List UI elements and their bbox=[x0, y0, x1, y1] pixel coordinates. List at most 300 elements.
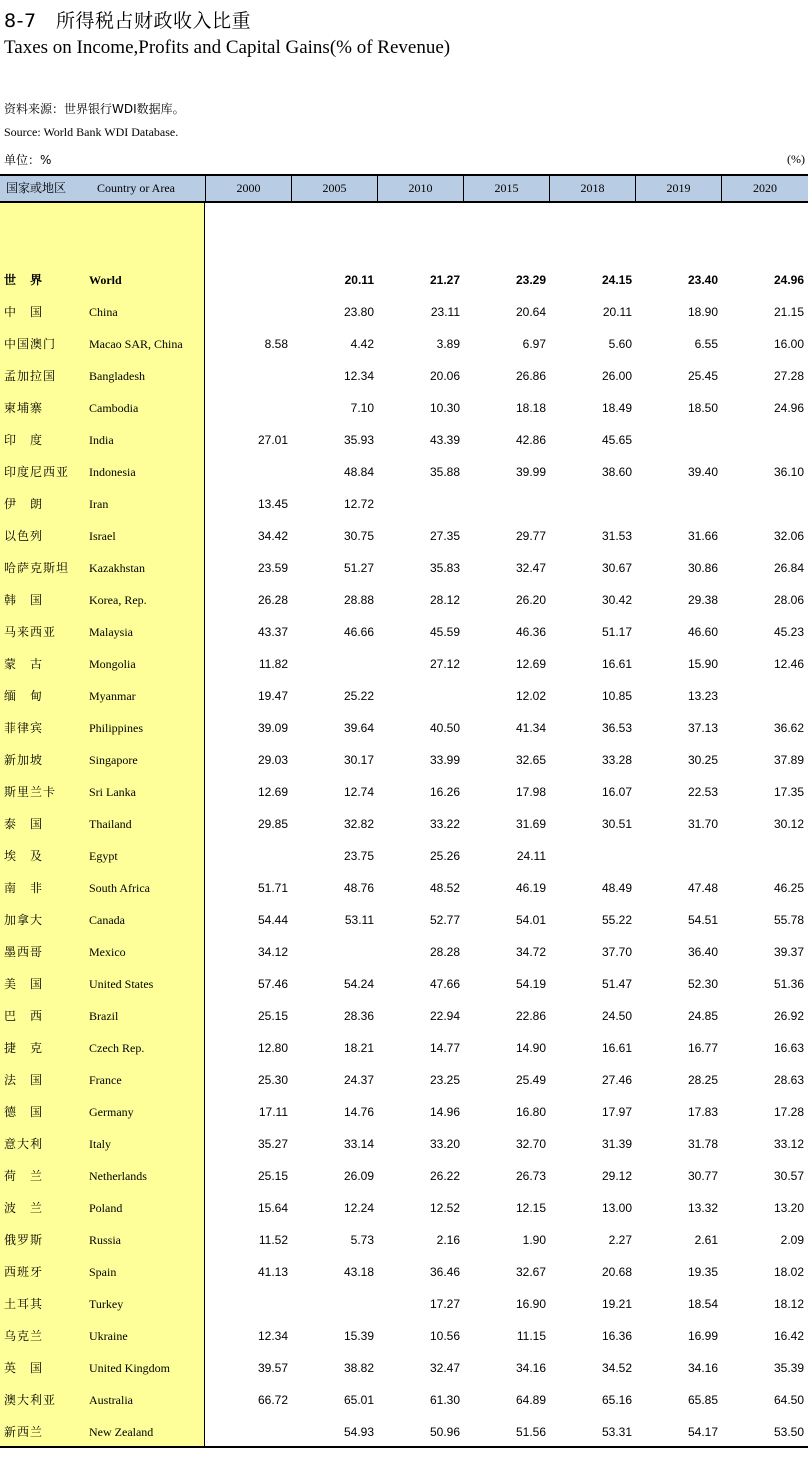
table-row bbox=[0, 680, 808, 712]
value-cell: 2.61 bbox=[694, 1233, 718, 1247]
value-cell: 32.47 bbox=[429, 1361, 460, 1375]
value-cell: 17.35 bbox=[773, 785, 804, 799]
country-name-cn: 法 国 bbox=[4, 1073, 44, 1087]
table-row bbox=[0, 968, 808, 1000]
value-cell: 30.86 bbox=[687, 561, 718, 575]
value-cell: 13.45 bbox=[257, 497, 288, 511]
value-cell: 33.99 bbox=[429, 753, 460, 767]
value-cell: 31.70 bbox=[687, 817, 718, 831]
value-cell: 30.75 bbox=[343, 529, 374, 543]
value-cell: 12.52 bbox=[429, 1201, 460, 1215]
value-cell: 64.89 bbox=[515, 1393, 546, 1407]
value-cell: 33.20 bbox=[429, 1137, 460, 1151]
value-cell: 23.25 bbox=[429, 1073, 460, 1087]
value-cell: 12.74 bbox=[343, 785, 374, 799]
value-cell: 24.96 bbox=[773, 273, 804, 287]
column-header-year: 2015 bbox=[464, 176, 550, 201]
value-cell: 11.82 bbox=[258, 657, 288, 671]
value-cell: 11.15 bbox=[516, 1329, 546, 1343]
value-cell: 32.47 bbox=[515, 561, 546, 575]
value-cell: 15.90 bbox=[687, 657, 718, 671]
value-cell: 51.36 bbox=[773, 977, 804, 991]
value-cell: 20.64 bbox=[515, 305, 546, 319]
country-name-cn: 斯里兰卡 bbox=[4, 785, 57, 799]
value-cell: 39.09 bbox=[257, 721, 288, 735]
value-cell: 45.23 bbox=[773, 625, 804, 639]
value-cell: 50.96 bbox=[429, 1425, 460, 1439]
table-row bbox=[0, 936, 808, 968]
value-cell: 13.23 bbox=[687, 689, 718, 703]
value-cell: 18.49 bbox=[601, 401, 632, 415]
value-cell: 17.28 bbox=[773, 1105, 804, 1119]
table-row bbox=[0, 424, 808, 456]
table-row bbox=[0, 1032, 808, 1064]
value-cell: 27.01 bbox=[257, 433, 288, 447]
value-cell: 15.64 bbox=[257, 1201, 288, 1215]
value-cell: 61.30 bbox=[429, 1393, 460, 1407]
country-name-cn: 印度尼西亚 bbox=[4, 465, 70, 479]
page-title-cn: 8-7 所得税占财政收入比重 bbox=[4, 10, 252, 32]
country-name-cn: 马来西亚 bbox=[4, 625, 57, 639]
value-cell: 2.27 bbox=[608, 1233, 632, 1247]
value-cell: 14.77 bbox=[429, 1041, 460, 1055]
value-cell: 28.12 bbox=[429, 593, 460, 607]
country-name-en: Spain bbox=[89, 1265, 117, 1279]
value-cell: 27.12 bbox=[429, 657, 460, 671]
country-name-cn: 世 界 bbox=[4, 273, 44, 287]
value-cell: 53.11 bbox=[344, 913, 374, 927]
country-name-en: United States bbox=[89, 977, 154, 991]
value-cell: 28.88 bbox=[343, 593, 374, 607]
value-cell: 23.59 bbox=[257, 561, 288, 575]
country-name-cn: 柬埔寨 bbox=[4, 401, 44, 415]
column-header-year: 2005 bbox=[292, 176, 378, 201]
country-name-en: India bbox=[89, 433, 114, 447]
value-cell: 25.30 bbox=[257, 1073, 288, 1087]
value-cell: 35.88 bbox=[429, 465, 460, 479]
country-name-cn: 捷 克 bbox=[4, 1041, 44, 1055]
country-name-en: Poland bbox=[89, 1201, 123, 1215]
value-cell: 2.09 bbox=[780, 1233, 804, 1247]
value-cell: 3.89 bbox=[436, 337, 460, 351]
table-row bbox=[0, 392, 808, 424]
value-cell: 33.12 bbox=[773, 1137, 804, 1151]
table-row bbox=[0, 552, 808, 584]
value-cell: 34.16 bbox=[515, 1361, 546, 1375]
value-cell: 26.28 bbox=[257, 593, 288, 607]
value-cell: 24.11 bbox=[516, 849, 546, 863]
country-name-cn: 英 国 bbox=[4, 1361, 44, 1375]
column-header-year: 2018 bbox=[550, 176, 636, 201]
country-name-en: South Africa bbox=[89, 881, 150, 895]
value-cell: 38.60 bbox=[601, 465, 632, 479]
value-cell: 41.13 bbox=[257, 1265, 288, 1279]
value-cell: 12.15 bbox=[515, 1201, 546, 1215]
value-cell: 17.83 bbox=[687, 1105, 718, 1119]
country-name-cn: 德 国 bbox=[4, 1105, 44, 1119]
value-cell: 13.20 bbox=[773, 1201, 804, 1215]
country-name-cn: 中国澳门 bbox=[4, 337, 57, 351]
country-name-en: Thailand bbox=[89, 817, 132, 831]
value-cell: 31.66 bbox=[687, 529, 718, 543]
value-cell: 25.22 bbox=[343, 689, 374, 703]
value-cell: 27.46 bbox=[601, 1073, 632, 1087]
value-cell: 32.70 bbox=[515, 1137, 546, 1151]
value-cell: 34.42 bbox=[257, 529, 288, 543]
value-cell: 35.93 bbox=[343, 433, 374, 447]
value-cell: 12.34 bbox=[257, 1329, 288, 1343]
table-row bbox=[0, 1064, 808, 1096]
value-cell: 45.65 bbox=[601, 433, 632, 447]
value-cell: 25.15 bbox=[257, 1169, 288, 1183]
value-cell: 39.99 bbox=[515, 465, 546, 479]
country-name-cn: 韩 国 bbox=[4, 593, 44, 607]
value-cell: 31.69 bbox=[515, 817, 546, 831]
value-cell: 19.35 bbox=[687, 1265, 718, 1279]
country-name-cn: 泰 国 bbox=[4, 817, 44, 831]
table-row bbox=[0, 296, 808, 328]
value-cell: 18.12 bbox=[773, 1297, 804, 1311]
value-cell: 42.86 bbox=[515, 433, 546, 447]
value-cell: 14.90 bbox=[515, 1041, 546, 1055]
value-cell: 39.64 bbox=[343, 721, 374, 735]
value-cell: 12.24 bbox=[343, 1201, 374, 1215]
value-cell: 17.11 bbox=[258, 1105, 288, 1119]
value-cell: 28.36 bbox=[343, 1009, 374, 1023]
country-name-en: Iran bbox=[89, 497, 109, 511]
value-cell: 12.69 bbox=[257, 785, 288, 799]
value-cell: 18.02 bbox=[773, 1265, 804, 1279]
value-cell: 43.37 bbox=[257, 625, 288, 639]
value-cell: 14.76 bbox=[343, 1105, 374, 1119]
table-row bbox=[0, 1160, 808, 1192]
value-cell: 47.48 bbox=[687, 881, 718, 895]
country-name-cn: 新西兰 bbox=[4, 1425, 44, 1439]
value-cell: 33.22 bbox=[429, 817, 460, 831]
value-cell: 30.17 bbox=[343, 753, 374, 767]
value-cell: 46.66 bbox=[343, 625, 374, 639]
page-title-en: Taxes on Income,Profits and Capital Gains(% of Revenue) bbox=[4, 37, 451, 58]
value-cell: 22.86 bbox=[515, 1009, 546, 1023]
value-cell: 53.31 bbox=[601, 1425, 632, 1439]
country-name-en: Macao SAR, China bbox=[89, 337, 183, 351]
country-name-cn: 孟加拉国 bbox=[4, 369, 57, 383]
value-cell: 65.85 bbox=[687, 1393, 718, 1407]
value-cell: 16.80 bbox=[515, 1105, 546, 1119]
table-row bbox=[0, 1000, 808, 1032]
value-cell: 48.84 bbox=[343, 465, 374, 479]
value-cell: 15.39 bbox=[343, 1329, 374, 1343]
value-cell: 18.18 bbox=[515, 401, 546, 415]
data-table bbox=[0, 174, 808, 1448]
table-row bbox=[0, 1320, 808, 1352]
value-cell: 12.02 bbox=[515, 689, 546, 703]
value-cell: 24.96 bbox=[773, 401, 804, 415]
value-cell: 54.24 bbox=[343, 977, 374, 991]
table-row bbox=[0, 584, 808, 616]
country-name-en: Bangladesh bbox=[89, 369, 145, 383]
country-name-en: New Zealand bbox=[89, 1425, 154, 1439]
country-name-en: France bbox=[89, 1073, 122, 1087]
value-cell: 23.11 bbox=[430, 305, 460, 319]
value-cell: 36.10 bbox=[773, 465, 804, 479]
value-cell: 34.72 bbox=[515, 945, 546, 959]
country-name-en: United Kingdom bbox=[89, 1361, 170, 1375]
country-name-cn: 埃 及 bbox=[4, 849, 44, 863]
value-cell: 29.38 bbox=[687, 593, 718, 607]
value-cell: 12.69 bbox=[515, 657, 546, 671]
country-name-en: Czech Rep. bbox=[89, 1041, 145, 1055]
value-cell: 29.03 bbox=[257, 753, 288, 767]
unit-en: (%) bbox=[787, 152, 805, 166]
table-row bbox=[0, 1128, 808, 1160]
value-cell: 28.28 bbox=[429, 945, 460, 959]
country-name-cn: 土耳其 bbox=[4, 1297, 44, 1311]
value-cell: 32.67 bbox=[515, 1265, 546, 1279]
value-cell: 16.26 bbox=[429, 785, 460, 799]
value-cell: 54.93 bbox=[343, 1425, 374, 1439]
value-cell: 43.39 bbox=[429, 433, 460, 447]
value-cell: 53.50 bbox=[773, 1425, 804, 1439]
value-cell: 25.26 bbox=[429, 849, 460, 863]
value-cell: 30.25 bbox=[687, 753, 718, 767]
value-cell: 43.18 bbox=[343, 1265, 374, 1279]
country-name-en: Israel bbox=[89, 529, 116, 543]
value-cell: 12.46 bbox=[773, 657, 804, 671]
value-cell: 64.50 bbox=[773, 1393, 804, 1407]
value-cell: 20.11 bbox=[344, 273, 374, 287]
value-cell: 6.97 bbox=[522, 337, 546, 351]
country-name-cn: 荷 兰 bbox=[4, 1169, 44, 1183]
value-cell: 16.90 bbox=[515, 1297, 546, 1311]
column-header-year: 2000 bbox=[206, 176, 292, 201]
value-cell: 52.77 bbox=[429, 913, 460, 927]
value-cell: 65.01 bbox=[343, 1393, 374, 1407]
country-name-cn: 哈萨克斯坦 bbox=[4, 561, 70, 575]
country-name-cn: 澳大利亚 bbox=[4, 1393, 57, 1407]
value-cell: 37.13 bbox=[687, 721, 718, 735]
value-cell: 36.53 bbox=[601, 721, 632, 735]
value-cell: 34.16 bbox=[687, 1361, 718, 1375]
country-name-cn: 乌克兰 bbox=[4, 1329, 44, 1343]
value-cell: 24.37 bbox=[343, 1073, 374, 1087]
country-name-cn: 俄罗斯 bbox=[4, 1233, 44, 1247]
value-cell: 51.56 bbox=[515, 1425, 546, 1439]
value-cell: 22.53 bbox=[687, 785, 718, 799]
country-name-en: Ukraine bbox=[89, 1329, 128, 1343]
value-cell: 8.58 bbox=[264, 337, 288, 351]
value-cell: 28.06 bbox=[773, 593, 804, 607]
country-name-en: Egypt bbox=[89, 849, 118, 863]
country-name-en: Canada bbox=[89, 913, 125, 927]
value-cell: 35.39 bbox=[773, 1361, 804, 1375]
value-cell: 35.83 bbox=[429, 561, 460, 575]
value-cell: 48.76 bbox=[343, 881, 374, 895]
country-name-cn: 波 兰 bbox=[4, 1201, 44, 1215]
table-row bbox=[0, 904, 808, 936]
country-name-en: Malaysia bbox=[89, 625, 133, 639]
value-cell: 36.62 bbox=[773, 721, 804, 735]
country-name-cn: 西班牙 bbox=[4, 1265, 44, 1279]
table-row bbox=[0, 1288, 808, 1320]
country-name-en: Russia bbox=[89, 1233, 122, 1247]
value-cell: 7.10 bbox=[350, 401, 374, 415]
column-header-country-en: Country or Area bbox=[89, 176, 206, 201]
value-cell: 24.50 bbox=[601, 1009, 632, 1023]
value-cell: 46.60 bbox=[687, 625, 718, 639]
value-cell: 30.67 bbox=[601, 561, 632, 575]
value-cell: 35.27 bbox=[257, 1137, 288, 1151]
country-name-en: Kazakhstan bbox=[89, 561, 145, 575]
table-row bbox=[0, 616, 808, 648]
country-name-cn: 菲律宾 bbox=[4, 721, 44, 735]
value-cell: 30.57 bbox=[773, 1169, 804, 1183]
value-cell: 30.42 bbox=[601, 593, 632, 607]
value-cell: 25.45 bbox=[687, 369, 718, 383]
value-cell: 26.20 bbox=[515, 593, 546, 607]
value-cell: 23.40 bbox=[687, 273, 718, 287]
value-cell: 34.12 bbox=[257, 945, 288, 959]
country-name-en: Philippines bbox=[89, 721, 144, 735]
value-cell: 46.25 bbox=[773, 881, 804, 895]
value-cell: 33.14 bbox=[343, 1137, 374, 1151]
value-cell: 46.19 bbox=[515, 881, 546, 895]
value-cell: 51.47 bbox=[601, 977, 632, 991]
table-row bbox=[0, 712, 808, 744]
value-cell: 30.51 bbox=[601, 817, 632, 831]
country-name-cn: 墨西哥 bbox=[4, 945, 44, 959]
country-name-en: Brazil bbox=[89, 1009, 119, 1023]
value-cell: 48.52 bbox=[429, 881, 460, 895]
value-cell: 16.61 bbox=[601, 657, 632, 671]
country-name-cn: 缅 甸 bbox=[4, 689, 44, 703]
country-name-en: Australia bbox=[89, 1393, 133, 1407]
value-cell: 24.15 bbox=[601, 273, 632, 287]
value-cell: 52.30 bbox=[687, 977, 718, 991]
table-row bbox=[0, 872, 808, 904]
value-cell: 66.72 bbox=[257, 1393, 288, 1407]
country-name-en: China bbox=[89, 305, 118, 319]
value-cell: 48.49 bbox=[601, 881, 632, 895]
value-cell: 34.52 bbox=[601, 1361, 632, 1375]
value-cell: 26.73 bbox=[515, 1169, 546, 1183]
value-cell: 17.98 bbox=[515, 785, 546, 799]
value-cell: 12.34 bbox=[343, 369, 374, 383]
value-cell: 28.25 bbox=[687, 1073, 718, 1087]
value-cell: 51.71 bbox=[257, 881, 288, 895]
value-cell: 30.12 bbox=[773, 817, 804, 831]
value-cell: 1.90 bbox=[522, 1233, 546, 1247]
country-name-en: Myanmar bbox=[89, 689, 136, 703]
table-row bbox=[0, 1384, 808, 1416]
value-cell: 18.50 bbox=[687, 401, 718, 415]
value-cell: 32.06 bbox=[773, 529, 804, 543]
value-cell: 54.17 bbox=[687, 1425, 718, 1439]
value-cell: 16.99 bbox=[687, 1329, 718, 1343]
country-name-en: World bbox=[89, 273, 122, 287]
value-cell: 21.27 bbox=[429, 273, 460, 287]
value-cell: 18.54 bbox=[687, 1297, 718, 1311]
value-cell: 4.42 bbox=[350, 337, 374, 351]
value-cell: 12.80 bbox=[257, 1041, 288, 1055]
country-name-en: Singapore bbox=[89, 753, 138, 767]
value-cell: 30.77 bbox=[687, 1169, 718, 1183]
value-cell: 26.92 bbox=[773, 1009, 804, 1023]
value-cell: 29.77 bbox=[515, 529, 546, 543]
country-name-cn: 美 国 bbox=[4, 977, 44, 991]
table-row bbox=[0, 520, 808, 552]
value-cell: 40.50 bbox=[429, 721, 460, 735]
table-row bbox=[0, 1096, 808, 1128]
country-name-en: Turkey bbox=[89, 1297, 124, 1311]
table-body bbox=[0, 203, 808, 1448]
column-header-year: 2010 bbox=[378, 176, 464, 201]
country-name-en: Korea, Rep. bbox=[89, 593, 147, 607]
value-cell: 17.27 bbox=[429, 1297, 460, 1311]
value-cell: 29.85 bbox=[257, 817, 288, 831]
value-cell: 20.06 bbox=[429, 369, 460, 383]
value-cell: 31.53 bbox=[601, 529, 632, 543]
value-cell: 55.22 bbox=[601, 913, 632, 927]
table-row bbox=[0, 360, 808, 392]
table-row bbox=[0, 1416, 808, 1448]
value-cell: 23.75 bbox=[343, 849, 374, 863]
table-row bbox=[0, 456, 808, 488]
country-name-en: Netherlands bbox=[89, 1169, 147, 1183]
value-cell: 18.21 bbox=[343, 1041, 374, 1055]
value-cell: 28.63 bbox=[773, 1073, 804, 1087]
value-cell: 37.89 bbox=[773, 753, 804, 767]
value-cell: 14.96 bbox=[429, 1105, 460, 1119]
value-cell: 16.00 bbox=[773, 337, 804, 351]
value-cell: 24.85 bbox=[687, 1009, 718, 1023]
unit-cn: 单位：% bbox=[4, 153, 52, 167]
country-name-cn: 以色列 bbox=[4, 529, 44, 543]
value-cell: 26.84 bbox=[773, 561, 804, 575]
value-cell: 16.61 bbox=[601, 1041, 632, 1055]
country-name-en: Mexico bbox=[89, 945, 126, 959]
country-name-cn: 巴 西 bbox=[4, 1009, 44, 1023]
value-cell: 51.27 bbox=[343, 561, 374, 575]
country-name-en: Indonesia bbox=[89, 465, 136, 479]
value-cell: 13.00 bbox=[601, 1201, 632, 1215]
value-cell: 23.80 bbox=[343, 305, 374, 319]
column-header-year: 2020 bbox=[753, 181, 777, 195]
value-cell: 36.40 bbox=[687, 945, 718, 959]
table-row bbox=[0, 840, 808, 872]
value-cell: 26.09 bbox=[343, 1169, 374, 1183]
value-cell: 19.21 bbox=[601, 1297, 632, 1311]
value-cell: 54.51 bbox=[687, 913, 718, 927]
value-cell: 5.60 bbox=[608, 337, 632, 351]
country-name-en: Sri Lanka bbox=[89, 785, 136, 799]
value-cell: 32.65 bbox=[515, 753, 546, 767]
value-cell: 36.46 bbox=[429, 1265, 460, 1279]
country-name-cn: 加拿大 bbox=[4, 913, 44, 927]
country-name-cn: 蒙 古 bbox=[4, 657, 44, 671]
value-cell: 12.72 bbox=[343, 497, 374, 511]
country-name-en: Mongolia bbox=[89, 657, 136, 671]
value-cell: 16.63 bbox=[773, 1041, 804, 1055]
country-name-cn: 伊 朗 bbox=[4, 497, 44, 511]
value-cell: 29.12 bbox=[601, 1169, 632, 1183]
table-header bbox=[0, 174, 808, 203]
table-row bbox=[0, 1256, 808, 1288]
value-cell: 13.32 bbox=[687, 1201, 718, 1215]
column-header-year: 2019 bbox=[636, 176, 722, 201]
value-cell: 27.35 bbox=[429, 529, 460, 543]
value-cell: 10.56 bbox=[429, 1329, 460, 1343]
